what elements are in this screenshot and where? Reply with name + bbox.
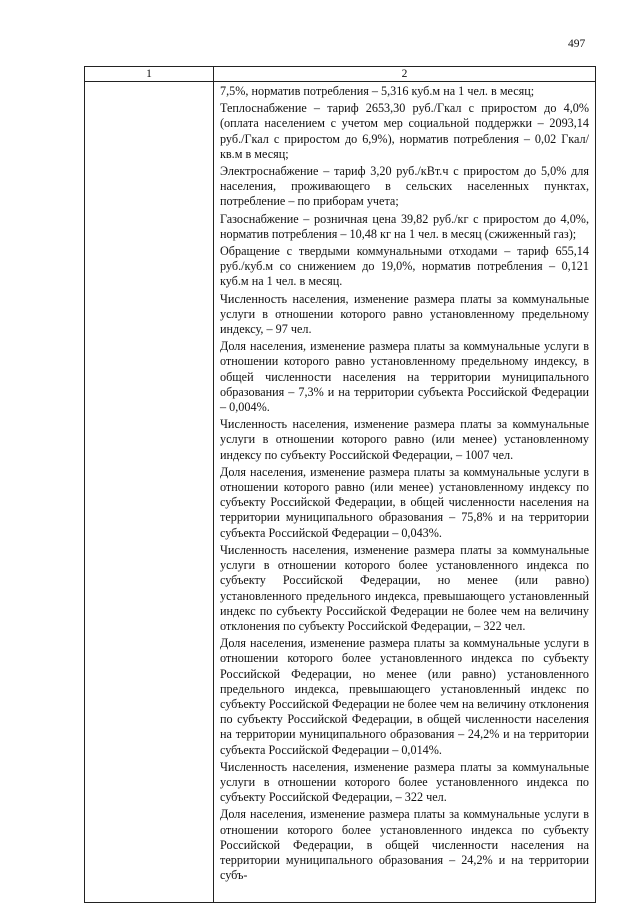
paragraph: Доля населения, изменение размера платы за коммунальные услуги в отношении которого более установленного индекса по субъекту Российской Федерации, в общей численности населения на территории муниципального образования – 24,2% и на территории субъ- xyxy=(220,807,589,883)
document-table xyxy=(84,66,596,903)
table-cell-empty xyxy=(85,82,214,903)
paragraph: Теплоснабжение – тариф 2653,30 руб./Гкал с приростом до 4,0% (оплата населением с учетом мер социальной поддержки – 2093,14 руб./Гкал с приростом до 6,9%), норматив потребления – 0,02 Гкал/кв.м в месяц; xyxy=(220,101,589,161)
paragraph: Доля населения, изменение размера платы за коммунальные услуги в отношении которого равно (или менее) установленному индексу по субъекту Российской Федерации, в общей численности населения на территории муниципального образования – 75,8% и на территории субъекта Российской Федерации – 0,043%. xyxy=(220,464,589,540)
page-number: 497 xyxy=(568,38,586,50)
paragraph: Численность населения, изменение размера платы за коммунальные услуги в отношении которого равно (или менее) установленному индексу по субъекту Российской Федерации, – 1007 чел. xyxy=(220,417,589,462)
paragraph: Доля населения, изменение размера платы за коммунальные услуги в отношении которого равно установленному предельному индексу, в общей численности населения на территории муниципального образования – 7,3% и на территории субъекта Российской Федерации – 0,004%. xyxy=(220,339,589,415)
content-text xyxy=(214,82,595,883)
paragraph: Доля населения, изменение размера платы за коммунальные услуги в отношении которого более установленного индекса по субъекту Российской Федерации, но менее (или равно) установленного предельного индекса, превышающего установленный индекс по субъекту Российской Федерации не более чем на величину отклонения по субъекту Российской Федерации, в общей численности населения на территории муниципального образования – 24,2% и на территории субъекта Российской Федерации – 0,014%. xyxy=(220,636,589,757)
column-header-1: 1 xyxy=(85,67,214,82)
paragraph: 7,5%, норматив потребления – 5,316 куб.м на 1 чел. в месяц; xyxy=(220,84,535,98)
paragraph: Численность населения, изменение размера платы за коммунальные услуги в отношении которого более установленного индекса по субъекту Российской Федерации, – 322 чел. xyxy=(220,759,589,805)
paragraph: Электроснабжение – тариф 3,20 руб./кВт.ч с приростом до 5,0% для населения, проживающего в сельских населенных пунктах, потребление – по приборам учета; xyxy=(220,164,589,209)
paragraph: Численность населения, изменение размера платы за коммунальные услуги в отношении которого более установленного индекса по субъекту Российской Федерации, но менее (или равно) установленного предельного индекса, превышающего установленный индекс по субъекту Российской Федерации не более чем на величину отклонения по субъекту Российской Федерации, – 322 чел. xyxy=(220,542,589,633)
paragraph: Обращение с твердыми коммунальными отходами – тариф 655,14 руб./куб.м со снижением до 19,0%, норматив потребления – 0,121 куб.м на 1 чел. в месяц. xyxy=(220,244,589,289)
table-header-row xyxy=(85,67,596,82)
paragraph: Газоснабжение – розничная цена 39,82 руб./кг с приростом до 4,0%, норматив потребления – 10,48 кг на 1 чел. в месяц (сжиженный газ); xyxy=(220,211,589,241)
paragraph: Численность населения, изменение размера платы за коммунальные услуги в отношении которого равно установленному предельному индексу, – 97 чел. xyxy=(220,291,589,337)
column-header-2: 2 xyxy=(214,67,596,82)
table-cell-content xyxy=(214,82,596,903)
table-row xyxy=(85,82,596,903)
